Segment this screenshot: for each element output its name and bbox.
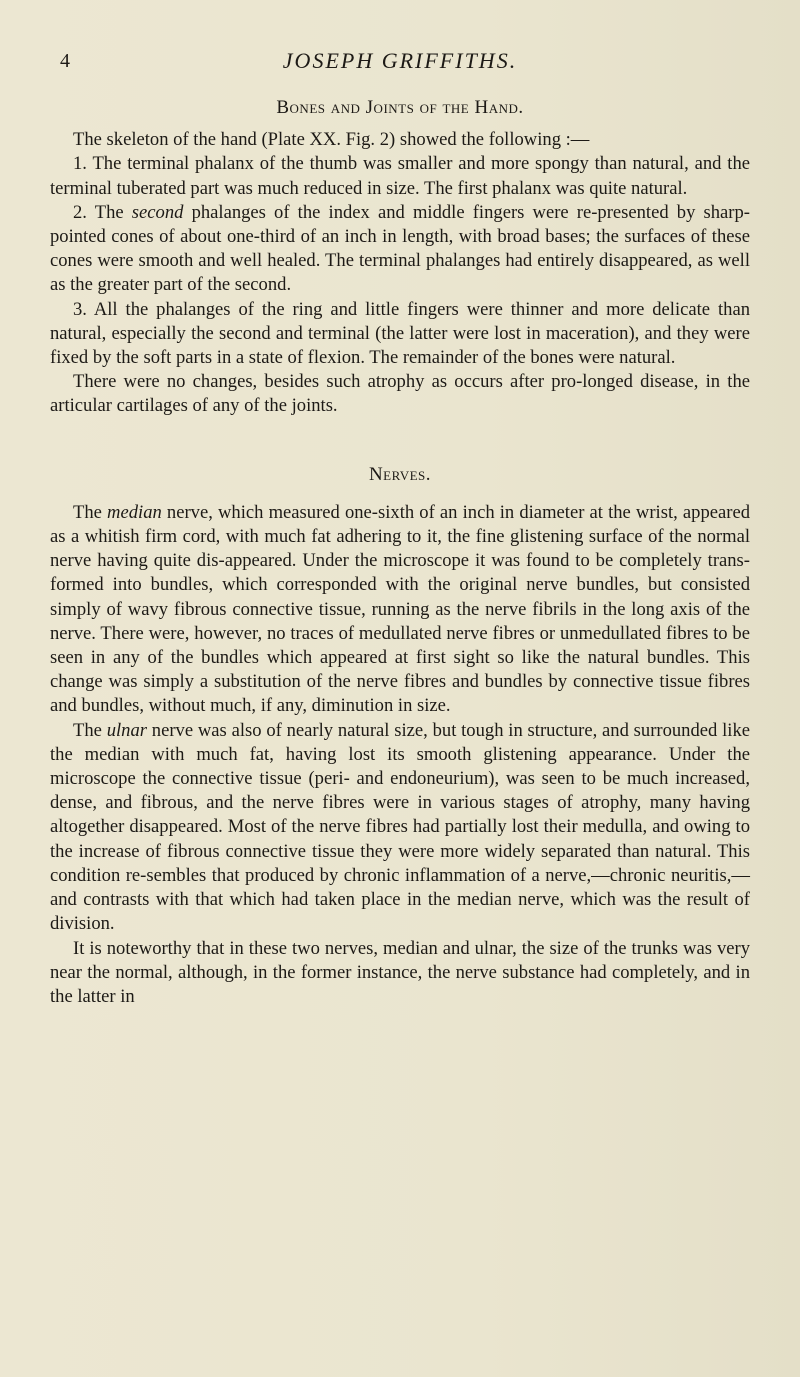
section-title-nerves: Nerves. bbox=[368, 463, 432, 485]
running-title: JOSEPH GRIFFITHS. bbox=[282, 48, 518, 73]
median-start: The bbox=[73, 501, 108, 523]
page-body bbox=[50, 96, 750, 1009]
item-2-emphasis: second bbox=[131, 201, 184, 223]
paragraph-conclusion: It is noteworthy that in these two nerves, median and ulnar, the size of the trunks was very near the normal, although, in the former instance, the nerve substance had completely, and in the latter in bbox=[50, 937, 750, 1007]
paragraph-item-3: 3. All the phalanges of the ring and little fingers were thinner and more delicate than natural, especially the second and terminal (the latter were lost in maceration), and they were fixed by the soft parts in a state of flexion. The remainder of the bones were natural. bbox=[50, 298, 750, 369]
item-2-number: 2. The bbox=[73, 201, 132, 223]
running-head bbox=[60, 44, 740, 74]
paragraph-item-2 bbox=[50, 201, 750, 298]
paragraph-intro: The skeleton of the hand (Plate XX. Fig. 2) showed the following :— bbox=[73, 129, 590, 151]
paragraph-joints: There were no changes, besides such atrophy as occurs after pro-longed disease, in the articular cartilages of any of the joints. bbox=[50, 371, 750, 417]
ulnar-emphasis: ulnar bbox=[106, 719, 147, 741]
ulnar-text: nerve was also of nearly natural size, but tough in structure, and surrounded like the median with much fat, having lost its smooth glistening appearance. Under the microscope the connective tissue (peri- and endoneurium), was seen to be much increased, dense, and fibrous, and the nerve fibres were in various stages of atrophy, many having altogether disappeared. Most of the nerve fibres had partially lost their medulla, and owing to the increase of fibrous connective tissue they were more widely separated than natural. This condition re-sembles that produced by chronic inflammation of a nerve,—chronic neuritis,—and contrasts with that which had taken place in the median nerve, which was the result of division. bbox=[50, 719, 750, 935]
page-number: 4 bbox=[60, 50, 70, 72]
paragraph-item-1: 1. The terminal phalanx of the thumb was smaller and more spongy than natural, and the terminal tuberated part was much reduced in size. The first phalanx was quite natural. bbox=[50, 153, 750, 199]
paragraph-median-nerve bbox=[50, 501, 750, 719]
median-text: nerve, which measured one-sixth of an inch in diameter at the wrist, appeared as a whitish firm cord, with much fat adhering to it, the fine glistening surface of the normal nerve having quite dis-appeared. Under the microscope it was found to be completely trans-formed into bundles, which corresponded with the original nerve bundles, but consisted simply of wavy fibrous connective tissue, running as the nerve fibrils in the long axis of the nerve. There were, however, no traces of medullated nerve fibres or unmedullated fibres to be seen in any of the bundles which appeared at first sight so like the natural bundles. This change was simply a substitution of the nerve fibres and bundles by connective tissue fibres and bundles, without much, if any, diminution in size. bbox=[50, 501, 750, 717]
paragraph-ulnar-nerve bbox=[50, 719, 750, 937]
section-title-bones: Bones and Joints of the Hand. bbox=[276, 97, 524, 118]
ulnar-start: The bbox=[73, 719, 107, 741]
median-emphasis: median bbox=[107, 501, 162, 523]
item-2-text: phalanges of the index and middle fingers were re-presented by sharp-pointed cones of about one-third of an inch in length, with broad bases; the surfaces of these cones were smooth and well healed. The terminal phalanges had entirely disappeared, as well as the greater part of the second. bbox=[50, 201, 750, 296]
